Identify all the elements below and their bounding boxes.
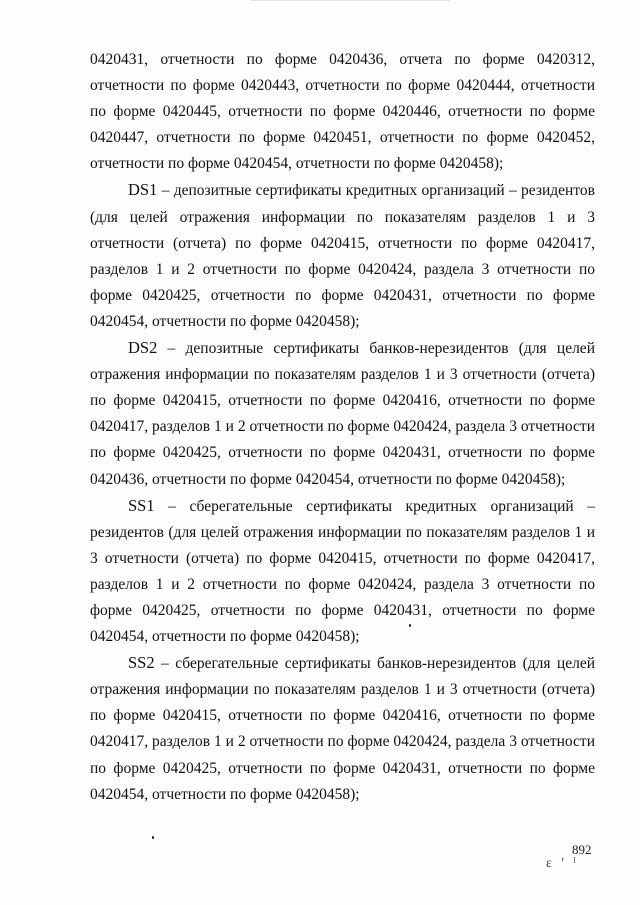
paragraph-text: – депозитные сертификаты банков-нерезидентов (для целей отражения информации по показателям разделов 1 и 3 отчетности (отчета) по форме 0420415, отчетности по форме 0420416, отчетности по форме 0420417, разделов 1 и 2 отчетности по форме 0420424, раздела 3 отчетности по форме 0420425, отчетности по форме 0420431, отчетности по форме 0420436, отчетности по форме 0420454, отчетности по форме 0420458); xyxy=(90,340,595,488)
scan-edge-line xyxy=(250,0,450,1)
paragraph-text: 0420431, отчетности по форме 0420436, отчета по форме 0420312, отчетности по форме 0420443, отчетности по форме 0420444, отчетности по форме 0420445, отчетности по форме 0420446, отчетности по форме 0420447, отчетности по форме 0420451, отчетности по форме 0420452, отчетности по форме 0420454, отчетности по форме 0420458); xyxy=(90,51,595,173)
paragraph-ss1 xyxy=(90,493,595,651)
paragraph-ds2 xyxy=(90,335,595,493)
paragraph-ds1 xyxy=(90,177,595,335)
paragraph-text: – депозитные сертификаты кредитных организаций – резидентов (для целей отражения информации по показателям разделов 1 и 3 отчетности (отчета) по форме 0420415, отчетности по форме 0420417, разделов 1 и 2 отчетности по форме 0420424, раздела 3 отчетности по форме 0420425, отчетности по форме 0420431, отчетности по форме 0420454, отчетности по форме 0420458); xyxy=(90,182,595,330)
scan-mark: ε ' ˡ xyxy=(546,856,579,871)
certificate-code: DS1 xyxy=(128,180,158,200)
certificate-code: SS1 xyxy=(128,495,155,515)
paragraph-text: – сберегательные сертификаты банков-нерезидентов (для целей отражения информации по показателям разделов 1 и 3 отчетности (отчета) по форме 0420415, отчетности по форме 0420416, отчетности по форме 0420417, разделов 1 и 2 отчетности по форме 0420424, раздела 3 отчетности по форме 0420425, отчетности по форме 0420431, отчетности по форме 0420454, отчетности по форме 0420458); xyxy=(90,655,595,803)
scan-speck xyxy=(409,624,411,627)
paragraph-ss2 xyxy=(90,650,595,808)
certificate-code: DS2 xyxy=(128,338,158,358)
document-body xyxy=(90,47,595,808)
scan-speck xyxy=(152,836,154,839)
paragraph-continuation xyxy=(90,47,595,177)
paragraph-text: – сберегательные сертификаты кредитных организаций – резидентов (для целей отражения информации по показателям разделов 1 и 3 отчетности (отчета) по форме 0420415, отчетности по форме 0420417, разделов 1 и 2 отчетности по форме 0420424, раздела 3 отчетности по форме 0420425, отчетности по форме 0420431, отчетности по форме 0420454, отчетности по форме 0420458); xyxy=(90,497,595,646)
page-number: 892 xyxy=(572,842,592,857)
certificate-code: SS2 xyxy=(128,653,155,673)
